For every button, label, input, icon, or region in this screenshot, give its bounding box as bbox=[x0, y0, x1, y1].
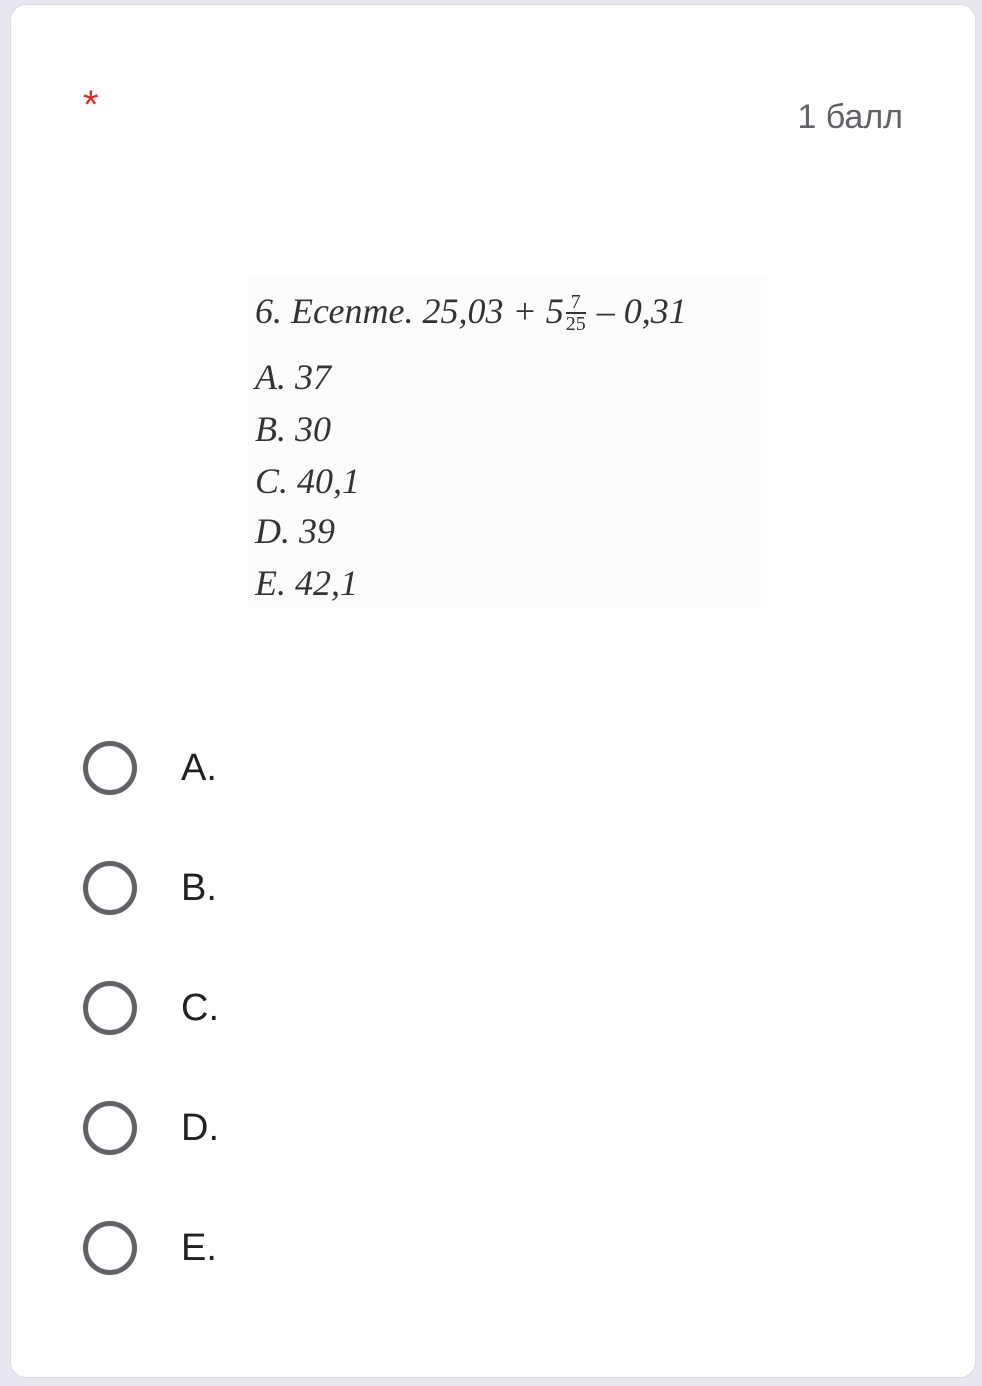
stem-prefix: 6. Есепте. 25,03 + 5 bbox=[255, 291, 564, 331]
option-c[interactable] bbox=[81, 971, 881, 1091]
fraction-numerator: 7 bbox=[566, 292, 586, 314]
question-card bbox=[10, 4, 976, 1378]
fraction bbox=[566, 292, 586, 334]
radio-button-a[interactable] bbox=[83, 741, 137, 795]
question-stem bbox=[255, 291, 687, 336]
option-d[interactable] bbox=[81, 1091, 881, 1211]
image-choice-a: A. 37 bbox=[255, 357, 331, 397]
option-label-b: B. bbox=[181, 867, 217, 909]
answer-options bbox=[81, 731, 881, 1331]
fraction-denominator: 25 bbox=[565, 312, 586, 335]
option-label-e: E. bbox=[181, 1227, 217, 1269]
image-choice-e: E. 42,1 bbox=[255, 563, 358, 603]
points-label: 1 балл bbox=[797, 98, 903, 136]
image-choice-b: B. 30 bbox=[255, 409, 331, 449]
option-label-d: D. bbox=[181, 1107, 219, 1149]
image-choice-d: D. 39 bbox=[255, 511, 335, 551]
radio-button-b[interactable] bbox=[83, 861, 137, 915]
option-label-a: A. bbox=[181, 747, 217, 789]
radio-button-e[interactable] bbox=[83, 1221, 137, 1275]
option-label-c: C. bbox=[181, 987, 219, 1029]
radio-button-d[interactable] bbox=[83, 1101, 137, 1155]
option-a[interactable] bbox=[81, 731, 881, 851]
image-choice-c: C. 40,1 bbox=[255, 461, 361, 501]
required-marker: * bbox=[83, 83, 99, 127]
radio-button-c[interactable] bbox=[83, 981, 137, 1035]
question-image bbox=[247, 275, 767, 609]
option-e[interactable] bbox=[81, 1211, 881, 1331]
option-b[interactable] bbox=[81, 851, 881, 971]
stem-suffix: – 0,31 bbox=[596, 291, 687, 331]
